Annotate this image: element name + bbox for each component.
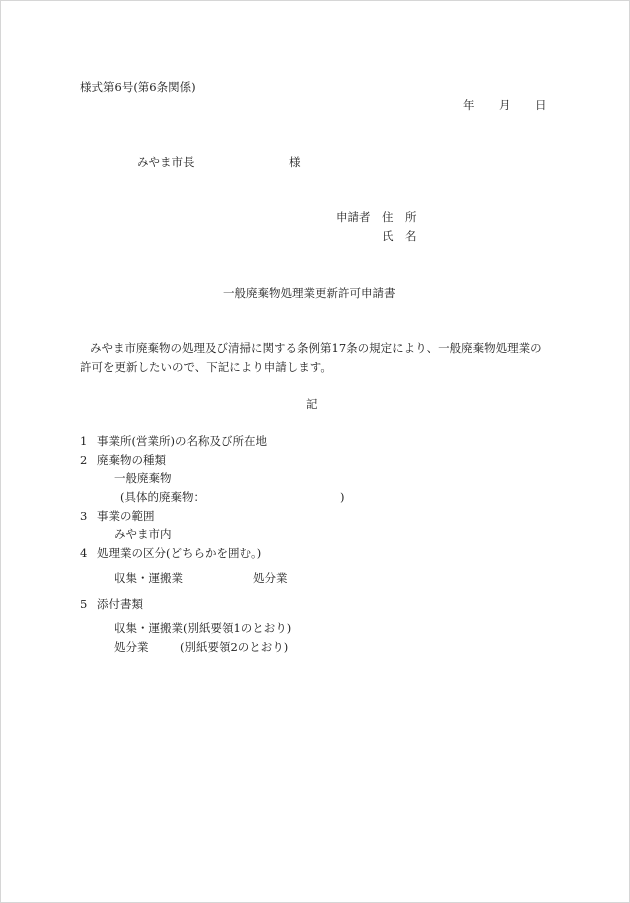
item-2-specific-waste-close: ) bbox=[340, 490, 345, 504]
date-year-label: 年 bbox=[463, 98, 475, 112]
item-2-number: 2 bbox=[80, 453, 88, 467]
item-5-label: 添付書類 bbox=[97, 597, 143, 611]
item-3-number: 3 bbox=[80, 509, 88, 523]
item-3-scope: みやま市内 bbox=[114, 527, 172, 541]
item-4-option-collection: 収集・運搬業 bbox=[114, 571, 183, 585]
item-2-waste-type: 一般廃棄物 bbox=[114, 471, 172, 485]
document-title: 一般廃棄物処理業更新許可申請書 bbox=[223, 286, 396, 300]
applicant-name-label: 氏 名 bbox=[382, 229, 417, 243]
body-text-line-2: 許可を更新したいので、下記により申請します。 bbox=[80, 360, 332, 374]
item-4-number: 4 bbox=[80, 546, 88, 560]
note-heading: 記 bbox=[306, 397, 318, 411]
item-4-label: 処理業の区分(どちらかを囲む。) bbox=[97, 546, 262, 560]
form-number: 様式第6号(第6条関係) bbox=[80, 80, 196, 94]
item-4-option-disposal: 処分業 bbox=[253, 571, 288, 585]
item-2-specific-waste-label: (具体的廃棄物： bbox=[120, 490, 205, 504]
item-5-attachment-collection: 収集・運搬業(別紙要領1のとおり) bbox=[114, 621, 292, 635]
addressee-honorific: 様 bbox=[289, 155, 301, 169]
item-2-label: 廃棄物の種類 bbox=[97, 453, 166, 467]
applicant-address-label: 住 所 bbox=[382, 210, 417, 224]
date-day-label: 日 bbox=[535, 98, 547, 112]
item-1-number: 1 bbox=[80, 434, 88, 448]
item-5-attachment-disposal-label: 処分業 bbox=[114, 640, 149, 654]
item-5-attachment-disposal-note: (別紙要領2のとおり) bbox=[180, 640, 289, 654]
item-1-label: 事業所(営業所)の名称及び所在地 bbox=[97, 434, 267, 448]
addressee-name: みやま市長 bbox=[137, 155, 195, 169]
item-3-label: 事業の範囲 bbox=[97, 509, 155, 523]
date-month-label: 月 bbox=[499, 98, 511, 112]
applicant-label: 申請者 bbox=[336, 210, 371, 224]
body-text-line-1: みやま市廃棄物の処理及び清掃に関する条例第17条の規定により、一般廃棄物処理業の bbox=[90, 341, 542, 355]
item-5-number: 5 bbox=[80, 597, 88, 611]
